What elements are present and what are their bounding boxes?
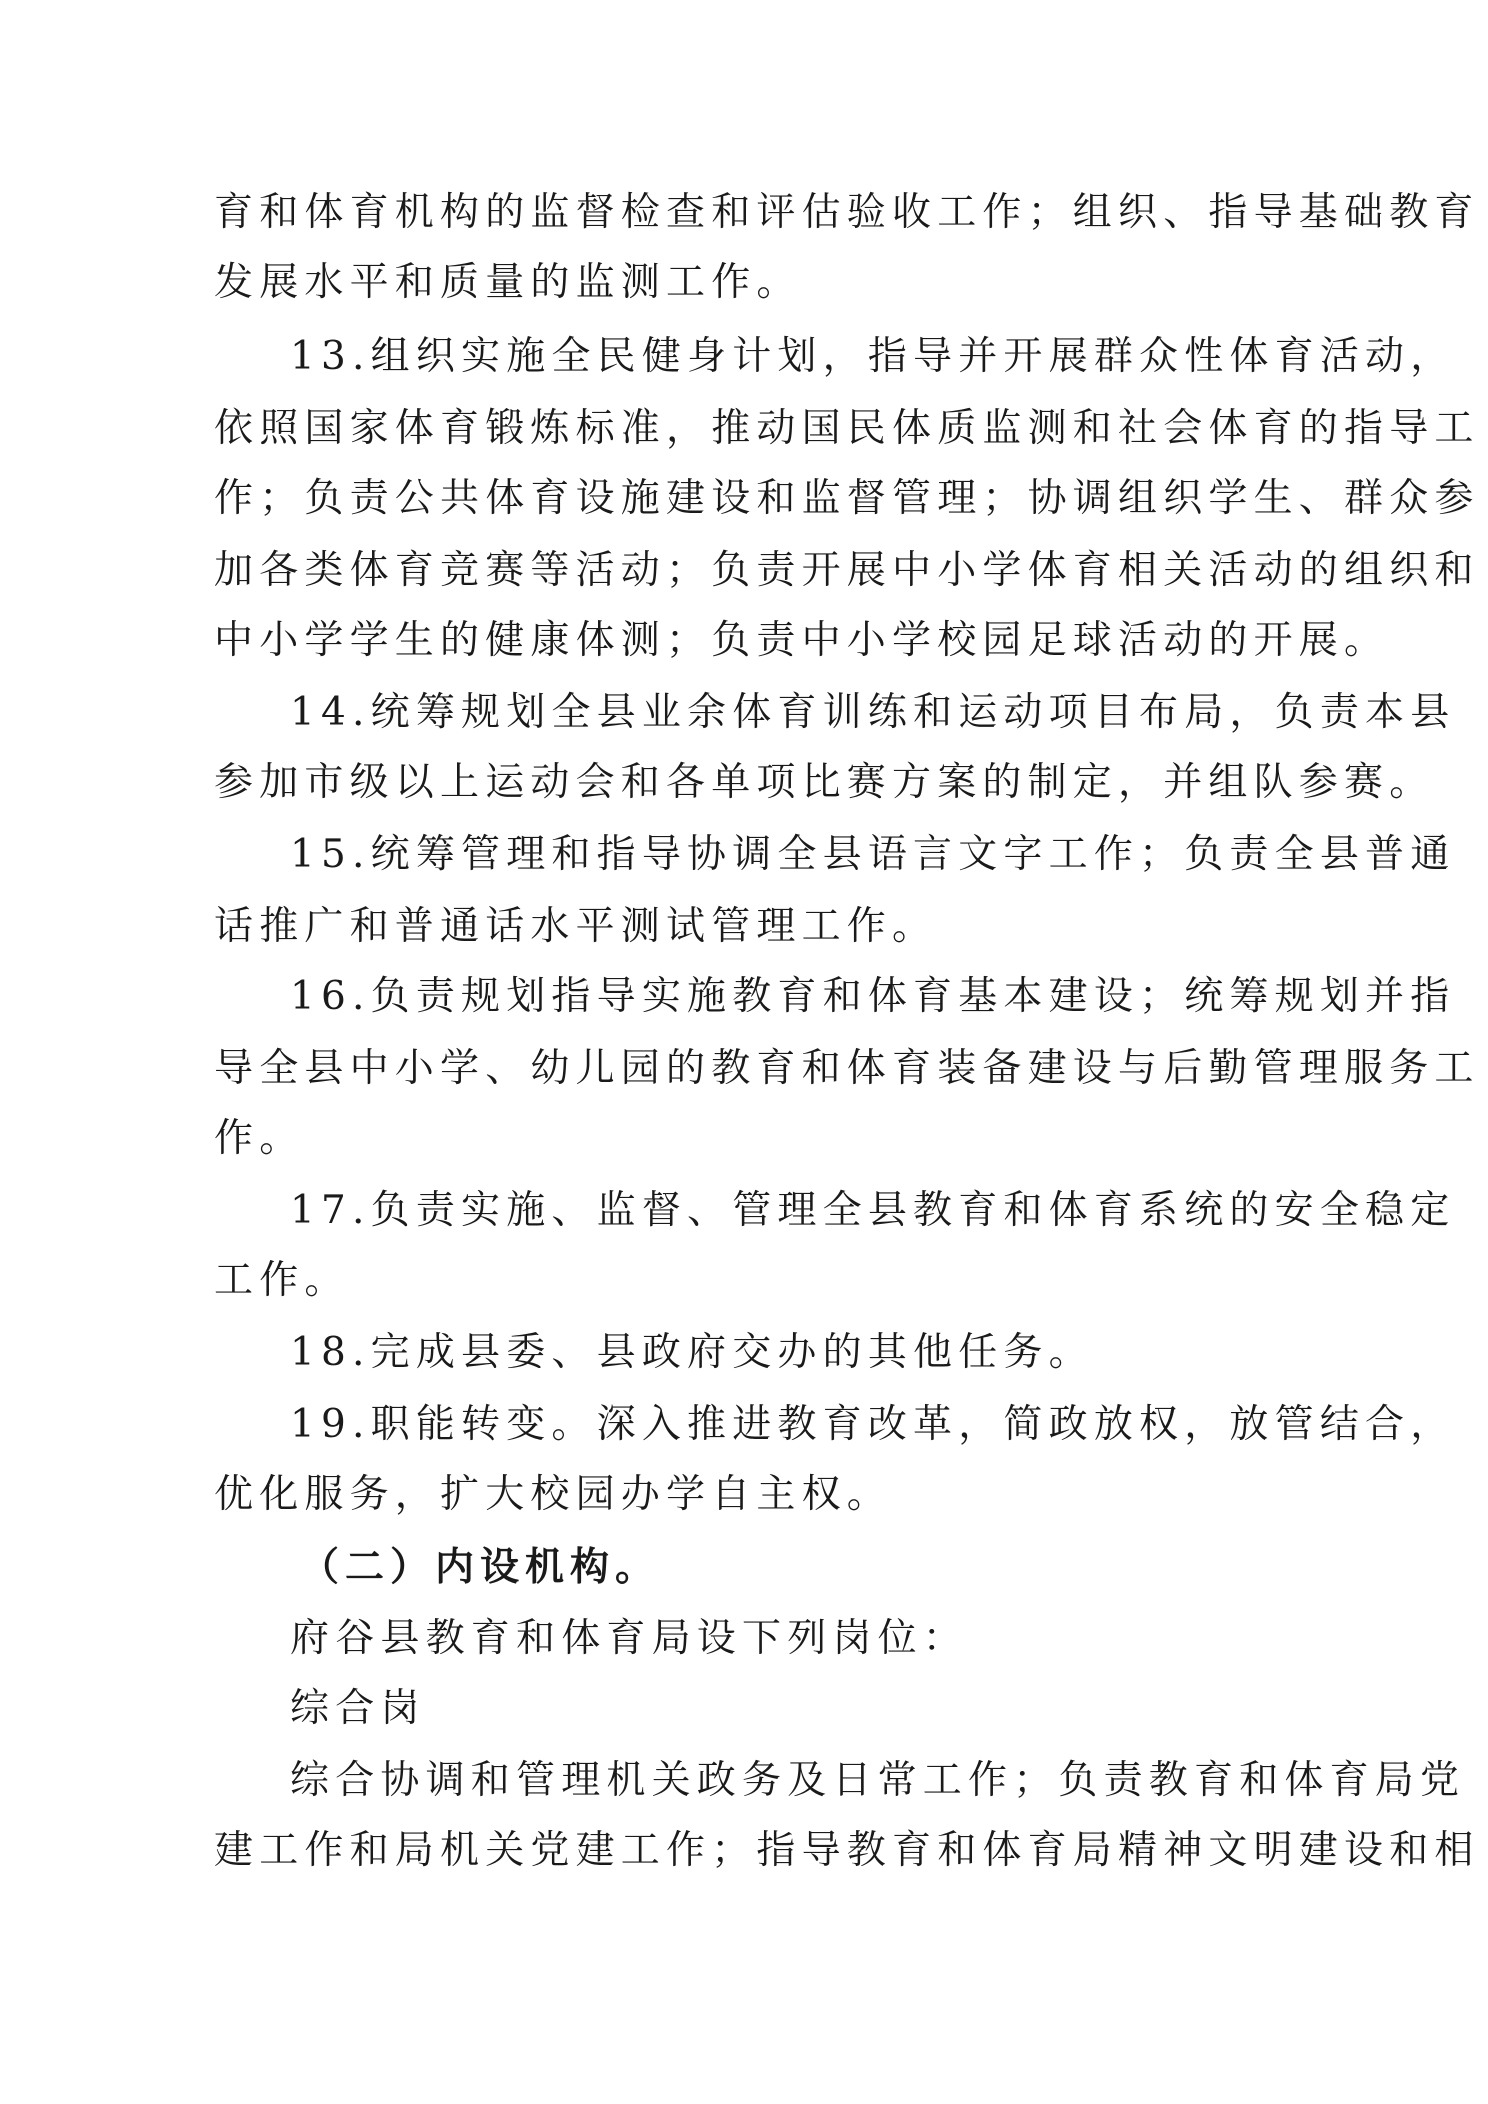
text-line: 话推广和普通话水平测试管理工作。 <box>214 904 938 949</box>
item-16-line: 16.负责规划指导实施教育和体育基本建设；统筹规划并指 <box>290 974 1456 1019</box>
item-19-line: 19.职能转变。深入推进教育改革，简政放权，放管结合， <box>290 1402 1456 1447</box>
text-line: 综合协调和管理机关政务及日常工作；负责教育和体育局党 <box>290 1758 1466 1803</box>
text-line: 导全县中小学、幼儿园的教育和体育装备建设与后勤管理服务工 <box>214 1046 1480 1091</box>
item-15-line: 15.统筹管理和指导协调全县语言文字工作；负责全县普通 <box>290 832 1456 877</box>
item-18-line: 18.完成县委、县政府交办的其他任务。 <box>290 1330 1094 1375</box>
text-line: 参加市级以上运动会和各单项比赛方案的制定，并组队参赛。 <box>214 760 1435 805</box>
text-line: 发展水平和质量的监测工作。 <box>214 260 802 305</box>
item-13-line: 13.组织实施全民健身计划，指导并开展群众性体育活动， <box>290 334 1456 379</box>
text-line: 依照国家体育锻炼标准，推动国民体质监测和社会体育的指导工 <box>214 406 1480 451</box>
text-line: 育和体育机构的监督检查和评估验收工作；组织、指导基础教育 <box>214 190 1480 235</box>
section-heading: （二）内设机构。 <box>300 1544 661 1590</box>
text-line: 工作。 <box>214 1258 350 1303</box>
text-line: 府谷县教育和体育局设下列岗位： <box>290 1616 969 1661</box>
item-14-line: 14.统筹规划全县业余体育训练和运动项目布局，负责本县 <box>290 690 1456 735</box>
item-17-line: 17.负责实施、监督、管理全县教育和体育系统的安全稳定 <box>290 1188 1456 1233</box>
text-line: 加各类体育竞赛等活动；负责开展中小学体育相关活动的组织和 <box>214 548 1480 593</box>
text-line: 作。 <box>214 1116 305 1161</box>
position-title: 综合岗 <box>290 1686 426 1731</box>
text-line: 建工作和局机关党建工作；指导教育和体育局精神文明建设和相 <box>214 1828 1480 1873</box>
text-line: 优化服务，扩大校园办学自主权。 <box>214 1472 893 1517</box>
text-line: 作；负责公共体育设施建设和监督管理；协调组织学生、群众参 <box>214 476 1480 521</box>
text-line: 中小学学生的健康体测；负责中小学校园足球活动的开展。 <box>214 618 1390 663</box>
